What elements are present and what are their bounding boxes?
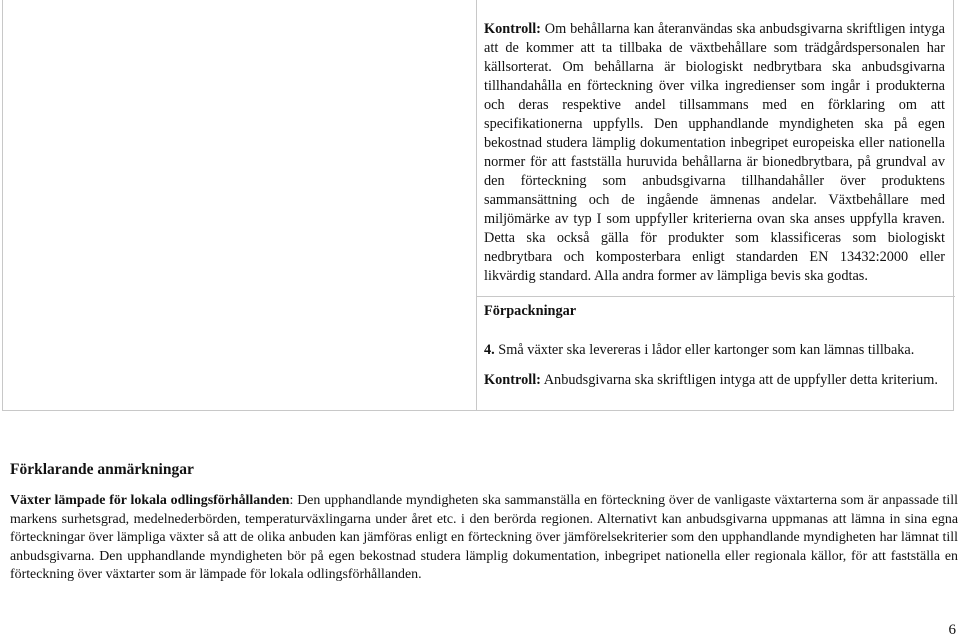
explanatory-notes [10,460,958,585]
criterion-text: Små växter ska levereras i lådor eller kartonger som kan lämnas tillbaka. [494,342,915,358]
table-row-divider [476,296,955,297]
notes-label: Växter lämpade för lokala odlingsförhållanden [10,493,290,508]
notes-text: : Den upphandlande myndigheten ska sammanställa en förteckning över de vanligaste växtarterna som är anpassade till markens surhetsgrad, medelnederbörden, temperaturväxlingarna under året etc. i den berörda regionen. Alternativt kan anbudsgivarna uppmanas att lämna in sina egna förteckningar över lämpliga växter så att de olika anbuden kan jämföras enligt en förteckning över jämförelsekriterier som den upphandlande myndigheten har lämnat till anbudsgivarna. Den upphandlande myndigheten bör på egen bekostnad studera lämplig dokumentation, inbegripet nationella eller regionala källor, för att fastställa en förteckning över växtarter som är lämpade för lokala odlingsförhållanden. [10,493,958,582]
control-label: Kontroll: [484,21,541,37]
criterion-paragraph [484,341,945,360]
notes-heading: Förklarande anmärkningar [10,461,194,478]
table-cell-verification [484,20,945,286]
notes-paragraph [10,492,958,585]
page-number: 6 [948,622,956,638]
control-paragraph-2 [484,371,945,390]
control-text: Om behållarna kan återanvändas ska anbudsgivarna skriftligen intyga att de kommer att ta tillbaka de växtbehållare som trädgårdspersonalen har källsorterat. Om behållarna är biologiskt nedbrytbara ska anbudsgivarna tillhandahålla en förteckning över vilka ingredienser som ingår i produkterna och deras respektive andel tillsammans med en förklaring om att specifikationerna uppfylls. Den upphandlande myndigheten ska på egen bekostnad studera lämplig dokumentation inbegripet europeiska eller nationella normer för att fastställa huruvida behållarna är bionedbrytbara, på grundval av den förteckning som anbudsgivarna tillhandahåller över produktens sammansättning och de ingående ämnenas andelar. Växtbehållare med miljömärke av typ I som uppfyller kriterierna ovan ska anses uppfylla kraven. Detta ska också gälla för produkter som klassificeras som biologiskt nedbrytbara och komposterbara enligt standarden EN 13432:2000 eller likvärdig standard. Alla andra former av lämpliga bevis ska godtas. [484,21,945,284]
packaging-heading: Förpackningar [484,303,577,319]
table-cell-packaging [484,302,945,390]
control-paragraph [484,20,945,286]
control-text-2: Anbudsgivarna ska skriftligen intyga att de uppfyller detta kriterium. [540,372,938,388]
table-column-divider [476,0,477,411]
control-label-2: Kontroll: [484,372,541,388]
criterion-number: 4. [484,342,495,358]
